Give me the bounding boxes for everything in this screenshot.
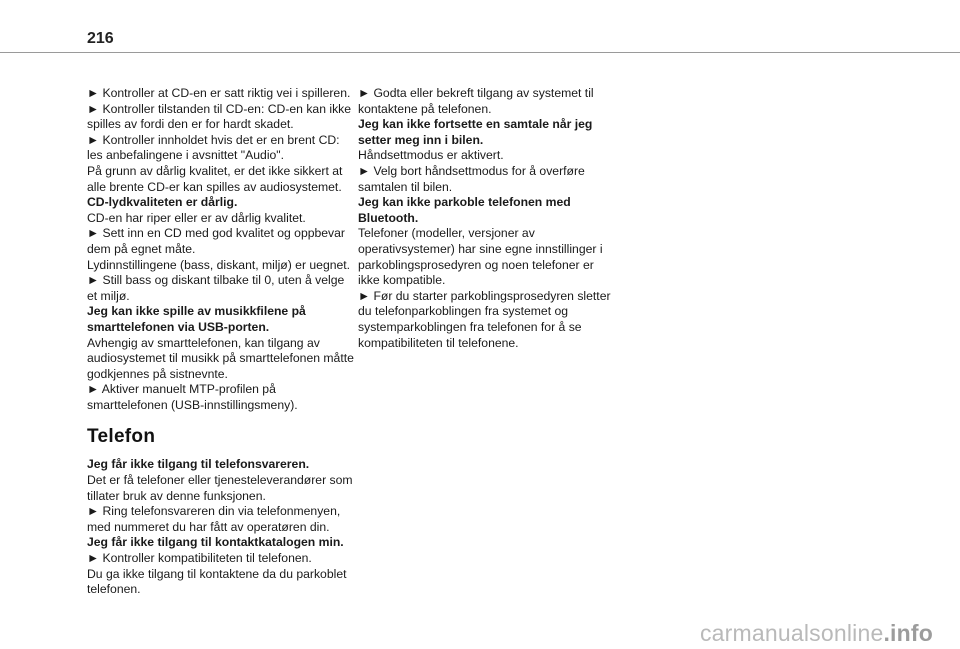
paragraph: ► Aktiver manuelt MTP-profilen på smarttelefonen (USB-innstillingsmeny).: [87, 382, 298, 412]
paragraph: ► Velg bort håndsettmodus for å overføre samtalen til bilen.: [358, 163, 585, 194]
right-column: [358, 86, 616, 351]
paragraph: ► Kontroller tilstanden til CD-en: CD-en kan ikke spilles av fordi den er for hardt skadet.: [87, 101, 352, 132]
faq-block-cd: [87, 86, 355, 413]
faq-block-bluetooth: [358, 86, 616, 351]
section-title: Telefon: [87, 426, 156, 448]
watermark: [700, 620, 933, 647]
question-heading: Jeg får ikke tilgang til kontaktkatalogen min.: [87, 535, 344, 550]
paragraph: ► Sett inn en CD med god kvalitet og oppbevar dem på egnet måte.: [87, 226, 345, 256]
watermark-domain: .info: [883, 620, 933, 646]
paragraph: Du ga ikke tilgang til kontaktene da du parkoblet telefonen.: [87, 566, 347, 597]
page-number: 216: [87, 30, 114, 47]
question-heading: Jeg kan ikke spille av musikkfilene på smarttelefonen via USB-porten.: [87, 304, 306, 334]
paragraph: ► Kontroller at CD-en er satt riktig vei i spilleren.: [87, 86, 351, 100]
paragraph: Telefoner (modeller, versjoner av operativsystemer) har sine egne innstillinger i parkoblingsprosedyren og noen telefoner er ikke kompatible.: [358, 226, 603, 288]
paragraph: Håndsettmodus er aktivert.: [358, 148, 504, 163]
paragraph: ► Godta eller bekreft tilgang av systemet til kontaktene på telefonen.: [358, 86, 594, 116]
question-heading: Jeg kan ikke fortsette en samtale når jeg setter meg inn i bilen.: [358, 117, 593, 147]
left-column: [87, 86, 355, 598]
paragraph: Lydinnstillingene (bass, diskant, miljø) er uegnet.: [87, 257, 351, 272]
faq-block-telefon: [87, 457, 355, 597]
paragraph: På grunn av dårlig kvalitet, er det ikke sikkert at alle brente CD-er kan spilles av audiosystemet.: [87, 163, 343, 194]
paragraph: ► Ring telefonsvareren din via telefonmenyen, med nummeret du har fått av operatøren din.: [87, 504, 341, 534]
paragraph: Avhengig av smarttelefonen, kan tilgang av audiosystemet til musikk på smarttelefonen måtte godkjennes på sistnevnte.: [87, 335, 354, 381]
header-divider: [0, 52, 960, 53]
watermark-name: carmanualsonline: [699, 620, 884, 646]
paragraph: CD-en har riper eller er av dårlig kvalitet.: [87, 210, 306, 225]
question-heading: CD-lydkvaliteten er dårlig.: [87, 195, 238, 210]
paragraph: ► Før du starter parkoblingsprosedyren sletter du telefonparkoblingen fra systemet og systemparkoblingen fra telefonen for å se kompatibiliteten til telefonene.: [358, 288, 611, 350]
paragraph: Det er få telefoner eller tjenesteleverandører som tillater bruk av denne funksjonen.: [87, 473, 353, 503]
question-heading: Jeg får ikke tilgang til telefonsvareren.: [87, 457, 310, 472]
paragraph: ► Kontroller kompatibiliteten til telefonen.: [87, 551, 312, 566]
question-heading: Jeg kan ikke parkoble telefonen med Bluetooth.: [358, 195, 571, 225]
paragraph: ► Still bass og diskant tilbake til 0, uten å velge et miljø.: [87, 273, 345, 303]
paragraph: ► Kontroller innholdet hvis det er en brent CD: les anbefalingene i avsnittet "Audio".: [87, 132, 340, 163]
